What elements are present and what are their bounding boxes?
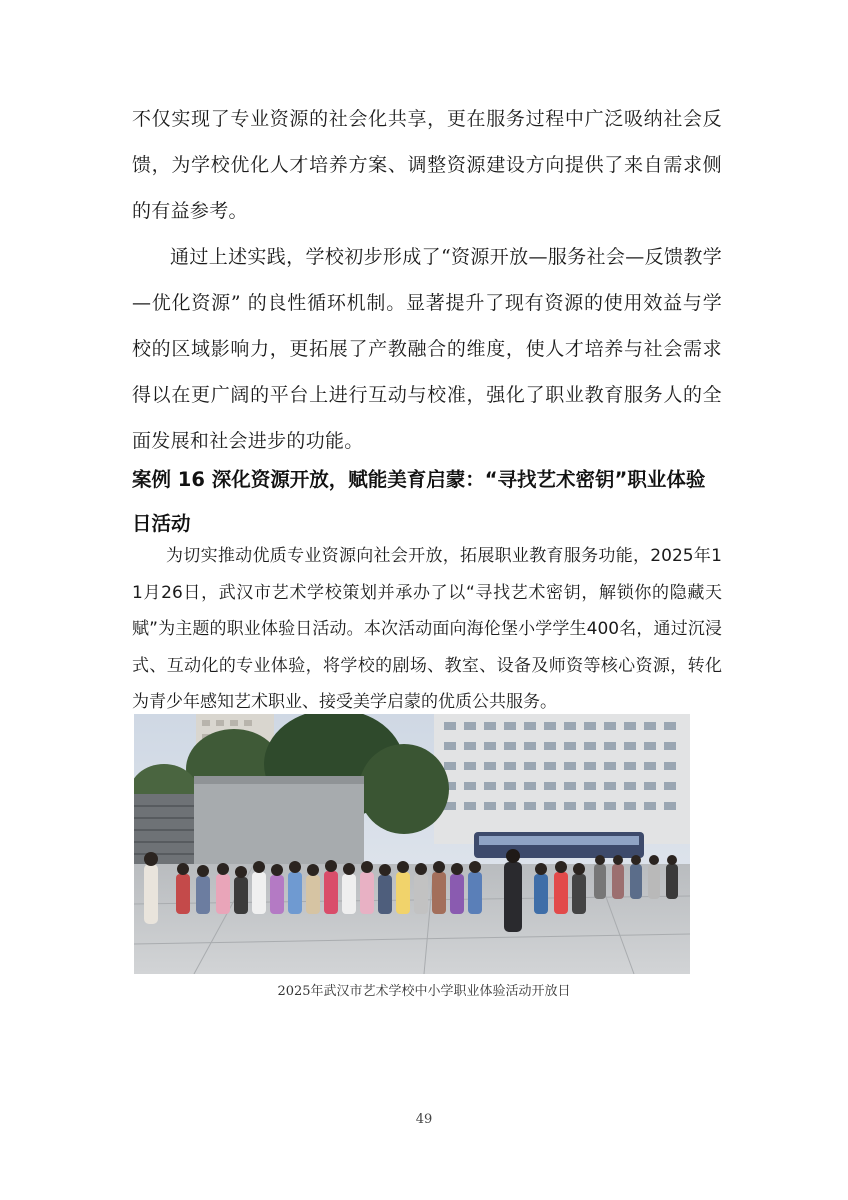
event-photo-illustration <box>134 714 690 974</box>
paragraph-practice-summary: 通过上述实践，学校初步形成了“资源开放—服务社会—反馈教学—优化资源” 的良性循环机制。显著提升了现有资源的使用效益与学校的区域影响力，更拓展了产教融合的维度，使人才培养与社会需求得以在更广阔的平台上进行互动与校准，强化了职业教育服务人的全面发展和社会进步的功能。 <box>132 246 722 452</box>
event-photo <box>134 714 690 974</box>
case-body-paragraph: 为切实推动优质专业资源向社会开放，拓展职业教育服务功能，2025年11月26日，武汉市艺术学校策划并承办了以“寻找艺术密钥，解锁你的隐藏天赋”为主题的职业体验日活动。本次活动面向海伦堡小学学生400名，通过沉浸式、互动化的专业体验，将学校的剧场、教室、设备及师资等核心资源，转化为青少年感知艺术职业、接受美学启蒙的优质公共服务。 <box>132 546 722 712</box>
paragraph-continuation: 不仅实现了专业资源的社会化共享，更在服务过程中广泛吸纳社会反馈，为学校优化人才培养方案、调整资源建设方向提供了来自需求侧的有益参考。 <box>132 108 722 222</box>
photo-caption: 2025年武汉市艺术学校中小学职业体验活动开放日 <box>277 984 571 999</box>
body-text-top <box>132 96 722 464</box>
page-number: 49 <box>415 1112 433 1127</box>
case-heading: 案例 16 深化资源开放，赋能美育启蒙：“寻找艺术密钥”职业体验日活动 <box>132 468 706 535</box>
